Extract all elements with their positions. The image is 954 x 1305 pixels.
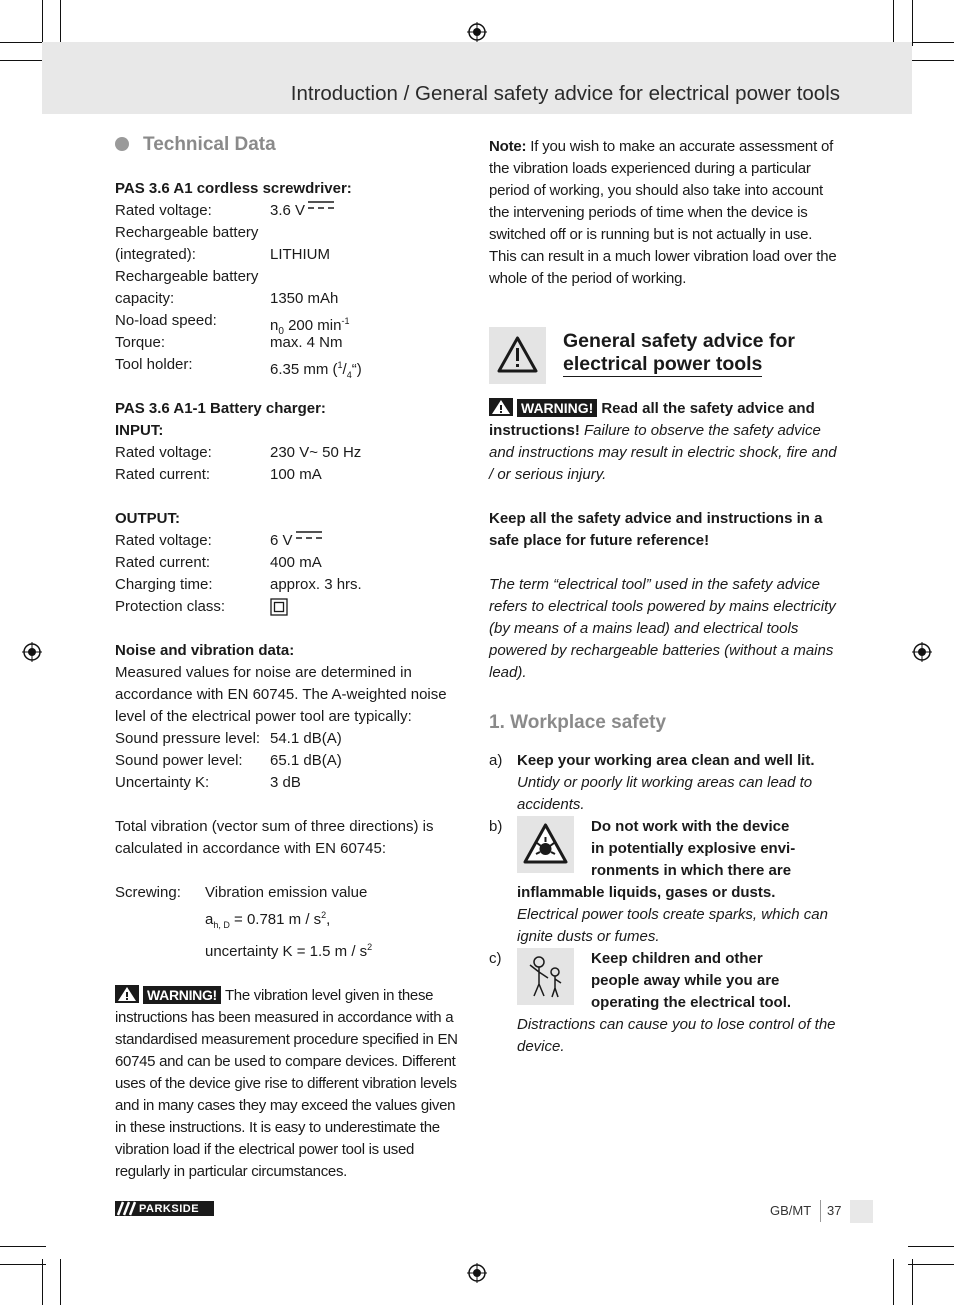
term-definition: The term “electrical tool” used in the safety advice refers to electrical tools powered by mains electricity (by means of a mains lead) and electrical tools powered by rechargeable batteries (without a mains lead). bbox=[489, 576, 836, 681]
warning-sign-box bbox=[489, 327, 546, 384]
registration-mark-icon bbox=[467, 22, 487, 42]
left-column bbox=[115, 134, 470, 1183]
noise-intro: Measured values for noise are determined in accordance with EN 60745. The A-weighted noise level of the electrical power tool are typically: bbox=[115, 664, 447, 725]
spec-row: Sound power level: 65.1 dB(A) bbox=[115, 752, 342, 769]
spec-row: Rated current: 100 mA bbox=[115, 466, 322, 483]
spec-row: (integrated): LITHIUM bbox=[115, 246, 330, 263]
logo-stripes-icon bbox=[115, 1201, 139, 1216]
noise-heading: Noise and vibration data: bbox=[115, 642, 295, 659]
spec-row: Tool holder: 6.35 mm $(^1/_4“)$ bbox=[115, 356, 362, 380]
safety-warning: WARNING! Read all the safety advice and instructions! Failure to observe the safety advice and instructions may result in electric shock, fire and / or serious injury. bbox=[489, 400, 837, 483]
registration-mark-icon bbox=[22, 642, 42, 662]
spec-row: No-load speed: $n_0$ 200 $\min^{-1}$ bbox=[115, 312, 350, 337]
screwing-block bbox=[115, 882, 470, 963]
spec-row: capacity: 1350 mAh bbox=[115, 290, 339, 307]
right-column-lower bbox=[489, 398, 841, 1058]
spec-row: Sound pressure level: 54.1 dB(A) bbox=[115, 730, 342, 747]
direct-current-icon bbox=[307, 200, 335, 210]
warning-triangle-icon bbox=[489, 398, 513, 416]
page-number: 37 bbox=[827, 1203, 842, 1218]
right-column bbox=[489, 136, 841, 290]
spec-row: Uncertainty K: 3 dB bbox=[115, 774, 301, 791]
page-header bbox=[42, 42, 912, 114]
footer-divider bbox=[820, 1200, 821, 1222]
screwdriver-heading: PAS 3.6 A1 cordless screwdriver: bbox=[115, 180, 352, 197]
direct-current-icon bbox=[295, 530, 323, 540]
page-title: Introduction / General safety advice for electrical power tools bbox=[290, 82, 840, 105]
parkside-logo: PARKSIDE bbox=[115, 1201, 214, 1216]
list-item-c: c) Keep children and other people away while you are operating the electrical tool. Distractions can cause you to lose control of the device. bbox=[489, 950, 836, 1055]
warning-triangle-icon bbox=[489, 327, 546, 384]
keep-children-away-icon bbox=[517, 948, 574, 1005]
charger-heading: PAS 3.6 A1-1 Battery charger: bbox=[115, 400, 326, 417]
vibration-warning: WARNING! The vibration level given in these instructions has been measured in accordance with a standardised measurement procedure specified in EN 60745 and can be used to compare devices. Different uses of the device give rise to different vibration levels and in many cases they may exceed the values given in these instructions. It is easy to underestimate the vibration load if the electrical power tool is used regularly in particular circumstances. bbox=[115, 987, 458, 1180]
screwing-line3: uncertainty K = 1.5 m / $s^2$ bbox=[205, 942, 373, 960]
bullet-icon bbox=[115, 137, 129, 151]
safety-heading: General safety advice for electrical power tools bbox=[563, 330, 795, 375]
protection-class-ii-icon bbox=[270, 598, 288, 616]
registration-mark-icon bbox=[912, 642, 932, 662]
warning-badge: WARNING! bbox=[517, 399, 597, 417]
keep-instructions: Keep all the safety advice and instructions in a safe place for future reference! bbox=[489, 510, 823, 549]
spec-row: Rated voltage: 6 V bbox=[115, 530, 470, 552]
screwing-line1: Vibration emission value bbox=[205, 884, 368, 901]
spec-row: Rated voltage: 230 V~ 50 Hz bbox=[115, 444, 362, 461]
spec-row: Torque: max. 4 Nm bbox=[115, 334, 343, 351]
vibration-text: Total vibration (vector sum of three directions) is calculated in accordance with EN 60745: bbox=[115, 818, 434, 857]
screwing-line2: $a_{h, D} = 0.781$ m / $s^2$, bbox=[205, 910, 331, 930]
registration-mark-icon bbox=[467, 1263, 487, 1283]
list-item-a: a) Keep your working area clean and well lit. Untidy or poorly lit working areas can lead to accidents. bbox=[489, 752, 815, 813]
screwing-label: Screwing: bbox=[115, 884, 181, 901]
spec-row: Protection class: bbox=[115, 596, 470, 618]
footer-tab bbox=[850, 1200, 873, 1223]
spec-row: Rechargeable battery bbox=[115, 224, 259, 241]
spec-row: Charging time: approx. 3 hrs. bbox=[115, 576, 362, 593]
input-heading: INPUT: bbox=[115, 422, 164, 439]
explosion-hazard-icon bbox=[517, 816, 574, 873]
spec-row: Rated current: 400 mA bbox=[115, 554, 322, 571]
output-heading: OUTPUT: bbox=[115, 510, 180, 527]
warning-badge: WARNING! bbox=[143, 986, 221, 1004]
warning-triangle-icon bbox=[115, 985, 139, 1003]
list-item-b: b) Do not work with the device in potentially explosive envi- ronments in which there are inflammable liquids, gases or dusts. Electrical power tools create sparks, which can ignite dusts or fumes. bbox=[489, 818, 828, 945]
spec-row: Rated voltage: 3.6 V bbox=[115, 200, 470, 222]
note-paragraph: Note: If you wish to make an accurate assessment of the vibration loads experienced during a particular period of working, you should also take into account the intervening periods of time when the device is switched off or is running but is not actually in use. This can result in a much lower vibration load over the whole of the period of working. bbox=[489, 138, 837, 287]
spec-row: Rechargeable battery bbox=[115, 268, 259, 285]
footer-language: GB/MT bbox=[770, 1203, 812, 1218]
technical-data-heading: Technical Data bbox=[115, 134, 470, 178]
workplace-safety-heading: 1. Workplace safety bbox=[489, 712, 667, 733]
